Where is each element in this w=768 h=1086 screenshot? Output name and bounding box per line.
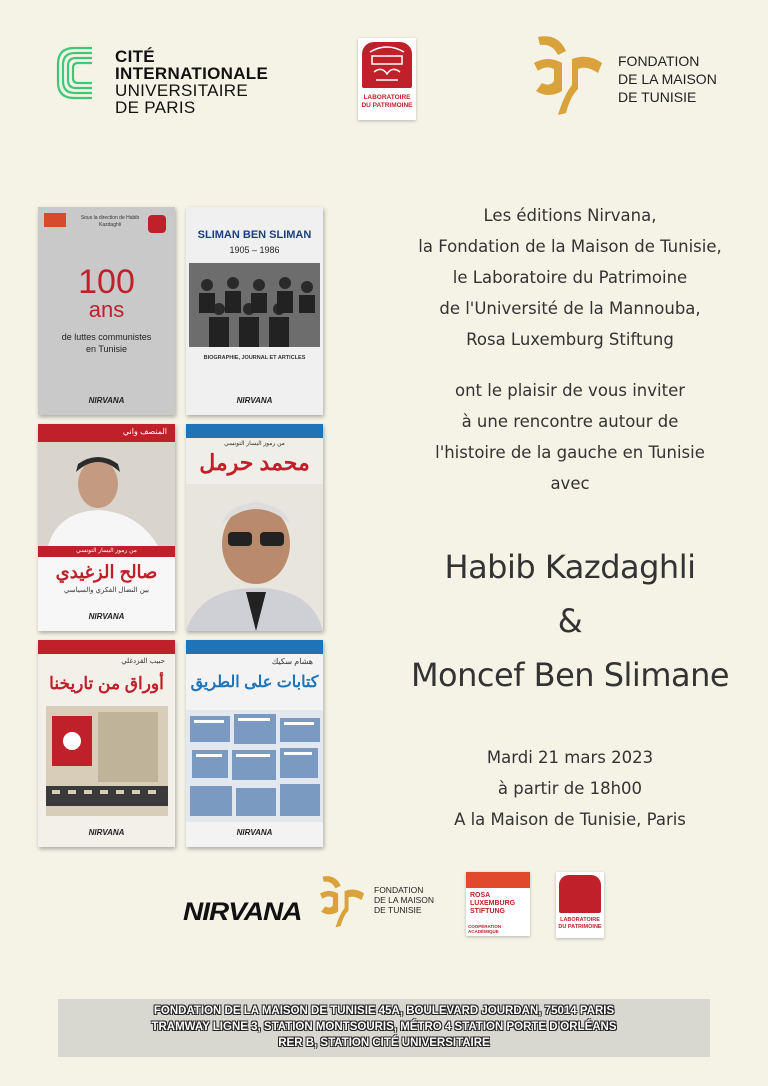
book3-header-band [38,424,175,442]
rosa-wordmark [470,892,515,916]
fondation-small-line3: DE TUNISIE [374,905,422,915]
event-date: Mardi 21 mars 2023 [486,748,654,767]
newspaper-collage-icon [186,710,323,822]
ciup-wordmark [115,48,268,116]
fondation-small-wordmark [374,885,434,915]
fondation-line2: DE LA MAISON [618,71,717,87]
fondation-small-logo-icon [316,874,368,930]
ampersand: & [557,602,583,640]
book2-publisher: NIRVANA [236,396,273,405]
book1-top-text: Sous la direction de Habib Kazdaghli [80,215,140,228]
host-line: Rosa Luxemburg Stiftung [466,330,674,349]
footer-line3: RER B, STATION CITÉ UNIVERSITAIRE [278,1037,490,1049]
laboratoire-emblem-icon [362,42,412,88]
laboratoire-small-logo [556,872,604,938]
rosa-line3: STIFTUNG [470,908,505,915]
laboratoire-small-label: LABORATOIRE DU PATRIMOINE [558,917,602,930]
book3-author: المنصف واني [122,427,167,436]
speaker-2: Moncef Ben Slimane [410,656,730,694]
book2-years: 1905 – 1986 [229,245,280,255]
rosa-sub: COOPÉRATION ACADÉMIQUE [468,924,502,934]
portrait-harmel-icon [186,484,323,631]
book6-publisher: NIRVANA [236,828,273,837]
book-cover-kitabat [186,640,323,847]
book2-subtitle: BIOGRAPHIE, JOURNAL ET ARTICLES [203,355,306,361]
address-footer [58,999,710,1057]
group-photo-icon [189,263,320,347]
host-line: la Fondation de la Maison de Tunisie, [418,237,722,256]
ciup-line1: CITÉ [115,47,155,66]
book6-header-band [186,640,323,654]
publisher-mark-icon [44,213,66,227]
book4-title: محمد حرمل [199,450,310,475]
book4-header-band [186,424,323,438]
lab-mini-icon [148,215,166,233]
book6-author: هشام سكيك [271,657,313,666]
book-cover-salah-zghidi [38,424,175,631]
body-line: l'histoire de la gauche en Tunisie [435,443,705,462]
fondation-line1: FONDATION [618,53,700,69]
book2-title: SLIMAN BEN SLIMAN [197,229,312,241]
host-line: Les éditions Nirvana, [483,206,657,225]
event-place: A la Maison de Tunisie, Paris [454,810,686,829]
book1-big: 100 [78,263,135,301]
fondation-small-line1: FONDATION [374,885,424,895]
fondation-wordmark [618,52,717,106]
ciup-line4: DE PARIS [115,98,196,117]
rosa-line1: ROSA [470,892,491,899]
book-cover-mohamed-harmel [186,424,323,631]
book-cover-sliman-ben-sliman [186,207,323,415]
body-line: avec [550,474,590,493]
nirvana-logo: NIRVANA [183,897,302,926]
footer-line1: FONDATION DE LA MAISON DE TUNISIE 45A, BOULEVARD JOURDAN, 75014 PARIS [153,1005,615,1017]
book5-title: أوراق من تاريخنا [49,674,164,693]
ciup-line2: INTERNATIONALE [115,64,269,83]
laboratoire-small-emblem-icon [559,875,601,913]
book1-big2: ans [88,297,125,322]
book5-publisher: NIRVANA [88,828,125,837]
event-time: à partir de 18h00 [497,779,643,798]
ciup-line3: UNIVERSITAIRE [115,81,248,100]
book6-title: كتابات على الطريق [190,674,319,691]
book4-series: من رموز اليسار التونسي [224,441,285,447]
book3-series-band [38,546,175,557]
portrait-zghidi-icon [38,442,175,546]
fondation-line3: DE TUNISIE [618,89,697,105]
book3-title: صالح الزغيدي [55,562,158,582]
laboratoire-label: LABORATOIRE DU PATRIMOINE [361,94,413,109]
book-cover-awraq [38,640,175,847]
book3-subtitle: بين النضال الفكري والسياسي [63,587,150,594]
host-line: le Laboratoire du Patrimoine [452,268,688,287]
laboratoire-logo [358,38,416,120]
book5-header-band [38,640,175,654]
book3-publisher: NIRVANA [88,612,125,621]
film-collage-icon [46,706,168,816]
book-cover-100-ans [38,207,175,415]
rosa-line2: LUXEMBURG [470,900,516,907]
body-line: à une rencontre autour de [461,412,679,431]
invitation-body [395,375,745,499]
speaker-1: Habib Kazdaghli [444,548,696,586]
ciup-logo-icon [52,40,102,106]
book3-series: من رموز اليسار التونسي [76,548,137,554]
fondation-small-line2: DE LA MAISON [374,895,434,905]
footer-line2: TRAMWAY LIGNE 3, STATION MONTSOURIS, MÉTRO 4 STATION PORTE D'ORLÉANS [151,1021,617,1033]
event-details [395,742,745,835]
book1-publisher: NIRVANA [88,396,125,405]
rosa-red-band [466,872,530,888]
fondation-logo-icon [528,33,608,119]
invitation-hosts [395,200,745,355]
body-line: ont le plaisir de vous inviter [454,381,686,400]
host-line: de l'Université de la Mannouba, [439,299,701,318]
book1-subtitle: de luttes communistes en Tunisie [61,332,152,354]
book5-author: حبيب القزدغلي [121,658,165,665]
rosa-luxemburg-logo [466,872,530,936]
